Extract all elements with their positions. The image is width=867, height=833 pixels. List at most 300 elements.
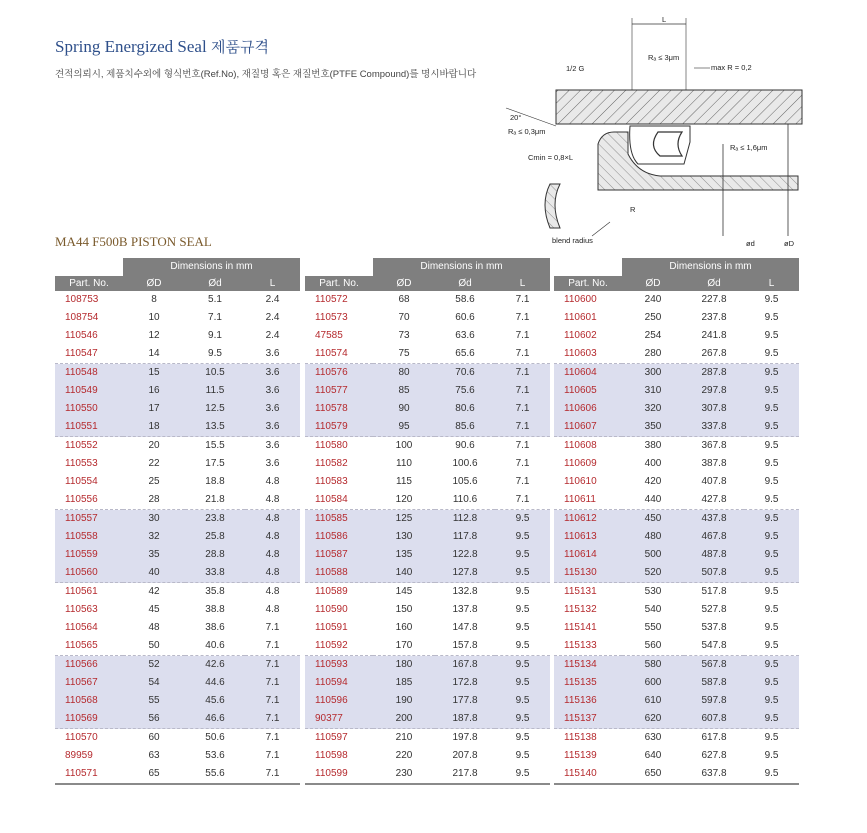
- table-row: [554, 601, 799, 619]
- part-number: 110613: [554, 528, 622, 546]
- length: 7.1: [495, 364, 550, 383]
- part-number: 110609: [564, 458, 597, 469]
- part-number: 110561: [55, 583, 123, 602]
- inner-diameter: 60.6: [455, 312, 475, 323]
- table-row: [554, 382, 799, 400]
- part-number: 115139: [564, 750, 597, 761]
- outer-diameter: 60: [123, 729, 185, 748]
- length: 9.5: [744, 564, 799, 583]
- part-number: 115140: [554, 765, 622, 784]
- diagram-label-ra03: Rₐ ≤ 0,3μm: [508, 127, 546, 136]
- length: 9.5: [764, 294, 779, 305]
- spec-table-panel: [55, 258, 300, 785]
- diagram-label-ra3: Rₐ ≤ 3μm: [648, 53, 680, 62]
- table-row: [554, 327, 799, 345]
- table-row: [305, 400, 550, 418]
- outer-diameter: 90: [373, 400, 435, 418]
- length: 7.1: [515, 458, 530, 469]
- outer-diameter: 200: [373, 710, 435, 729]
- table-row: [305, 601, 550, 619]
- length: 9.5: [495, 729, 550, 748]
- part-number: 110578: [305, 400, 373, 418]
- length: 9.5: [744, 510, 799, 529]
- outer-diameter: 73: [398, 330, 410, 341]
- part-number: 110563: [65, 604, 98, 615]
- inner-diameter: 177.8: [435, 692, 495, 710]
- outer-diameter: 220: [395, 750, 413, 761]
- length: 7.1: [245, 710, 300, 729]
- outer-diameter: 56: [123, 710, 185, 729]
- table-row: [554, 455, 799, 473]
- part-number: 110576: [305, 364, 373, 383]
- diagram-label-maxr: max R = 0,2: [711, 63, 752, 72]
- inner-diameter: 437.8: [684, 510, 744, 529]
- length: 9.5: [764, 640, 779, 651]
- outer-diameter: 254: [644, 330, 662, 341]
- inner-diameter: 90.6: [435, 437, 495, 456]
- outer-diameter: 65: [123, 765, 185, 784]
- part-number: 110568: [55, 692, 123, 710]
- table-row: [55, 601, 300, 619]
- length: 9.5: [744, 656, 799, 675]
- part-number: 110592: [315, 640, 348, 651]
- outer-diameter: 68: [398, 294, 410, 305]
- table-row: [554, 528, 799, 546]
- length-header: L: [245, 276, 300, 291]
- table-row: [55, 437, 300, 456]
- length: 9.5: [495, 692, 550, 710]
- table-row: [55, 765, 300, 784]
- part-number: 110599: [305, 765, 373, 784]
- title-text: Spring Energized Seal: [55, 37, 207, 56]
- table-row: [55, 291, 300, 309]
- table-row: [554, 564, 799, 583]
- part-number: 110586: [305, 528, 373, 546]
- outer-diameter: 310: [622, 382, 684, 400]
- outer-diameter: 28: [148, 494, 160, 505]
- table-row: [305, 418, 550, 437]
- part-number: 110597: [305, 729, 373, 748]
- inner-diameter: 105.6: [452, 476, 478, 487]
- part-number: 108754: [65, 312, 99, 323]
- diagram-label-angle: 20°: [510, 113, 522, 122]
- part-number: 110601: [564, 312, 597, 323]
- outer-diameter: 230: [373, 765, 435, 784]
- diagram-label-L: L: [662, 15, 667, 24]
- table-row: [305, 510, 550, 529]
- length: 4.8: [265, 494, 280, 505]
- outer-diameter: 75: [398, 348, 410, 359]
- part-number: 110564: [65, 622, 98, 633]
- part-number: 110590: [315, 604, 348, 615]
- spec-table-panel: [305, 258, 550, 785]
- table-row: [55, 674, 300, 692]
- table-row: [554, 710, 799, 729]
- part-number: 110603: [564, 348, 597, 359]
- length: 2.4: [265, 330, 280, 341]
- part-number: 110608: [554, 437, 622, 456]
- table-row: [55, 382, 300, 400]
- length: 9.5: [744, 710, 799, 729]
- part-number: 110584: [315, 494, 348, 505]
- table-row: [305, 309, 550, 327]
- outer-diameter: 100: [373, 437, 435, 456]
- table-row: [554, 345, 799, 364]
- outer-diameter: 145: [373, 583, 435, 602]
- outer-diameter: 185: [373, 674, 435, 692]
- outer-diameter: 95: [373, 418, 435, 437]
- inner-diameter: 10.5: [185, 364, 245, 383]
- length: 9.5: [744, 400, 799, 418]
- inner-diameter: 567.8: [684, 656, 744, 675]
- outer-diameter: 22: [148, 458, 160, 469]
- outer-diameter-header: ØD: [622, 276, 684, 291]
- part-number: 110607: [554, 418, 622, 437]
- table-row: [305, 765, 550, 784]
- part-number: 110583: [315, 476, 348, 487]
- piston-rod-cut: [545, 184, 560, 228]
- outer-diameter: 580: [622, 656, 684, 675]
- outer-diameter: 380: [622, 437, 684, 456]
- inner-diameter: 597.8: [684, 692, 744, 710]
- table-row: [554, 364, 799, 383]
- table-row: [55, 747, 300, 765]
- length: 3.6: [245, 382, 300, 400]
- outer-diameter: 54: [123, 674, 185, 692]
- diagram-label-oD: øD: [784, 239, 794, 248]
- table-row: [554, 510, 799, 529]
- inner-diameter: 58.6: [455, 294, 475, 305]
- inner-diameter: 50.6: [185, 729, 245, 748]
- part-number: 115134: [554, 656, 622, 675]
- inner-diameter: 117.8: [435, 528, 495, 546]
- page-title: [55, 36, 269, 57]
- inner-diameter: 75.6: [435, 382, 495, 400]
- spec-table-panel: [554, 258, 799, 785]
- length: 9.5: [764, 458, 779, 469]
- table-row: [55, 491, 300, 510]
- part-number: 110611: [564, 494, 596, 505]
- length: 7.1: [495, 437, 550, 456]
- outer-diameter: 80: [373, 364, 435, 383]
- inner-diameter: 607.8: [684, 710, 744, 729]
- length: 2.4: [265, 312, 280, 323]
- length: 3.6: [265, 458, 280, 469]
- inner-diameter: 23.8: [185, 510, 245, 529]
- length: 9.5: [744, 674, 799, 692]
- inner-diameter: 100.6: [452, 458, 478, 469]
- inner-diameter: 80.6: [435, 400, 495, 418]
- length: 9.5: [515, 622, 530, 633]
- section-title: MA44 F500B PISTON SEAL: [55, 234, 212, 249]
- length: 7.1: [245, 674, 300, 692]
- table-row: [554, 656, 799, 675]
- table-row: [305, 437, 550, 456]
- outer-diameter: 14: [148, 348, 160, 359]
- part-number: 110580: [305, 437, 373, 456]
- part-number: 110572: [315, 294, 348, 305]
- length: 9.5: [764, 312, 779, 323]
- outer-diameter: 300: [622, 364, 684, 383]
- outer-diameter: 135: [373, 546, 435, 564]
- part-number: 110560: [55, 564, 123, 583]
- outer-diameter: 55: [123, 692, 185, 710]
- diagram-label-ra16: Rₐ ≤ 1,6μm: [730, 143, 768, 152]
- inner-diameter: 110.6: [452, 494, 478, 505]
- table-row: [55, 710, 300, 729]
- part-number: 110547: [65, 348, 98, 359]
- table-row: [305, 710, 550, 729]
- table-row: [305, 491, 550, 510]
- outer-diameter: 30: [123, 510, 185, 529]
- part-number: 110587: [305, 546, 373, 564]
- table-row: [305, 583, 550, 602]
- table-row: [55, 656, 300, 675]
- part-number: 110558: [55, 528, 123, 546]
- table-row: [305, 473, 550, 491]
- inner-diameter: 7.1: [208, 312, 222, 323]
- part-number: 89959: [65, 750, 93, 761]
- outer-diameter: 540: [644, 604, 662, 615]
- part-number: 110579: [305, 418, 373, 437]
- part-number: 110569: [55, 710, 123, 729]
- part-no-header: Part. No.: [55, 276, 123, 291]
- length: 7.1: [515, 494, 530, 505]
- length: 7.1: [515, 348, 530, 359]
- inner-diameter: 547.8: [701, 640, 727, 651]
- inner-diameter-header: Ød: [435, 276, 495, 291]
- outer-diameter: 15: [123, 364, 185, 383]
- table-row: [55, 327, 300, 345]
- length: 7.1: [245, 729, 300, 748]
- length: 9.5: [495, 583, 550, 602]
- inner-diameter: 307.8: [684, 400, 744, 418]
- inner-diameter: 9.5: [208, 348, 222, 359]
- inner-diameter: 137.8: [452, 604, 478, 615]
- part-number: 110596: [305, 692, 373, 710]
- part-number: 110612: [554, 510, 622, 529]
- length: 3.6: [245, 437, 300, 456]
- part-number: 110552: [55, 437, 123, 456]
- inner-diameter: 9.1: [208, 330, 222, 341]
- part-number: 110549: [55, 382, 123, 400]
- length: 3.6: [245, 400, 300, 418]
- length: 9.5: [764, 494, 779, 505]
- length: 9.5: [495, 765, 550, 784]
- length: 9.5: [744, 583, 799, 602]
- outer-diameter: 10: [148, 312, 160, 323]
- inner-diameter: 42.6: [185, 656, 245, 675]
- table-row: [55, 619, 300, 637]
- inner-diameter: 487.8: [684, 546, 744, 564]
- length-header: L: [495, 276, 550, 291]
- table-row: [305, 747, 550, 765]
- table-row: [305, 637, 550, 656]
- inner-diameter: 18.8: [205, 476, 225, 487]
- bore-housing: [556, 90, 802, 124]
- outer-diameter: 17: [123, 400, 185, 418]
- diagram-label-blend: blend radius: [552, 236, 593, 245]
- outer-diameter: 640: [644, 750, 662, 761]
- length: 4.8: [245, 583, 300, 602]
- length: 9.5: [495, 528, 550, 546]
- table-row: [305, 564, 550, 583]
- part-number: 110577: [305, 382, 373, 400]
- length: 4.8: [245, 546, 300, 564]
- part-number: 110570: [55, 729, 123, 748]
- length: 2.4: [265, 294, 280, 305]
- length: 7.1: [495, 418, 550, 437]
- length: 9.5: [764, 750, 779, 761]
- outer-diameter: 140: [373, 564, 435, 583]
- part-number: 110605: [554, 382, 622, 400]
- part-number: 110574: [315, 348, 348, 359]
- outer-diameter: 110: [396, 458, 412, 469]
- inner-diameter: 33.8: [185, 564, 245, 583]
- length: 9.5: [764, 604, 779, 615]
- length: 3.6: [245, 418, 300, 437]
- table-row: [55, 309, 300, 327]
- part-number: 110551: [55, 418, 123, 437]
- part-number: 115137: [554, 710, 622, 729]
- part-number: 110585: [305, 510, 373, 529]
- length: 4.8: [245, 510, 300, 529]
- part-number: 110554: [65, 476, 98, 487]
- inner-diameter: 407.8: [701, 476, 727, 487]
- table-row: [305, 528, 550, 546]
- table-row: [554, 546, 799, 564]
- length: 4.8: [265, 604, 280, 615]
- inner-diameter: 217.8: [435, 765, 495, 784]
- length: 9.5: [744, 364, 799, 383]
- outer-diameter: 400: [644, 458, 662, 469]
- diagram-label-half-g: 1/2 G: [566, 64, 585, 73]
- outer-diameter: 48: [148, 622, 160, 633]
- outer-diameter: 115: [396, 476, 412, 487]
- table-row: [55, 583, 300, 602]
- table-row: [55, 345, 300, 364]
- inner-diameter: 55.6: [185, 765, 245, 784]
- part-number: 115138: [554, 729, 622, 748]
- outer-diameter: 8: [151, 294, 157, 305]
- length: 9.5: [744, 692, 799, 710]
- length: 4.8: [245, 528, 300, 546]
- inner-diameter: 187.8: [435, 710, 495, 729]
- outer-diameter: 32: [123, 528, 185, 546]
- inner-diameter: 70.6: [435, 364, 495, 383]
- length: 3.6: [245, 364, 300, 383]
- table-row: [55, 528, 300, 546]
- inner-diameter: 44.6: [185, 674, 245, 692]
- outer-diameter: 350: [622, 418, 684, 437]
- inner-diameter: 587.8: [684, 674, 744, 692]
- part-number: 108753: [65, 294, 99, 305]
- outer-diameter: 320: [622, 400, 684, 418]
- seal-diagram: [498, 14, 810, 250]
- length: 9.5: [515, 604, 530, 615]
- table-row: [554, 437, 799, 456]
- dimensions-header: Dimensions in mm: [123, 258, 300, 276]
- outer-diameter: 45: [148, 604, 160, 615]
- inner-diameter: 207.8: [452, 750, 478, 761]
- outer-diameter: 120: [395, 494, 413, 505]
- part-number: 115135: [554, 674, 622, 692]
- table-row: [554, 309, 799, 327]
- outer-diameter: 420: [644, 476, 662, 487]
- outer-diameter: 520: [622, 564, 684, 583]
- length: 4.8: [265, 476, 280, 487]
- part-number: 110548: [55, 364, 123, 383]
- length: 9.5: [744, 765, 799, 784]
- length: 9.5: [495, 656, 550, 675]
- table-row: [305, 382, 550, 400]
- inner-diameter: 127.8: [435, 564, 495, 583]
- table-row: [554, 619, 799, 637]
- table-row: [554, 291, 799, 309]
- part-number: 115131: [554, 583, 622, 602]
- length: 7.1: [265, 750, 280, 761]
- table-row: [55, 473, 300, 491]
- part-number: 115133: [564, 640, 597, 651]
- outer-diameter: 125: [373, 510, 435, 529]
- part-number: 110610: [564, 476, 597, 487]
- part-no-header: Part. No.: [305, 276, 373, 291]
- inner-diameter: 337.8: [684, 418, 744, 437]
- inner-diameter: 297.8: [684, 382, 744, 400]
- part-no-header: Part. No.: [554, 276, 622, 291]
- part-number: 110602: [564, 330, 597, 341]
- length: 9.5: [495, 710, 550, 729]
- table-row: [55, 400, 300, 418]
- table-row: [554, 729, 799, 748]
- table-row: [55, 418, 300, 437]
- table-row: [554, 473, 799, 491]
- inner-diameter: 167.8: [435, 656, 495, 675]
- part-number: 115141: [564, 622, 597, 633]
- inner-diameter: 287.8: [684, 364, 744, 383]
- outer-diameter: 130: [373, 528, 435, 546]
- table-row: [55, 546, 300, 564]
- table-row: [55, 564, 300, 583]
- inner-diameter: 5.1: [208, 294, 222, 305]
- outer-diameter: 70: [398, 312, 410, 323]
- outer-diameter: 440: [644, 494, 662, 505]
- outer-diameter: 250: [644, 312, 662, 323]
- inner-diameter: 197.8: [435, 729, 495, 748]
- length: 7.1: [515, 476, 530, 487]
- table-row: [55, 510, 300, 529]
- part-number: 110582: [315, 458, 348, 469]
- table-row: [305, 619, 550, 637]
- length: 7.1: [245, 692, 300, 710]
- length: 7.1: [515, 312, 530, 323]
- length: 7.1: [515, 330, 530, 341]
- outer-diameter: 18: [123, 418, 185, 437]
- inner-diameter: 63.6: [455, 330, 475, 341]
- inner-diameter: 172.8: [435, 674, 495, 692]
- table-row: [554, 637, 799, 656]
- inner-diameter: 157.8: [452, 640, 478, 651]
- inner-diameter: 112.8: [435, 510, 495, 529]
- inner-diameter: 147.8: [452, 622, 478, 633]
- spec-table: [55, 258, 300, 785]
- part-number: 110550: [55, 400, 123, 418]
- outer-diameter: 650: [622, 765, 684, 784]
- inner-diameter: 53.6: [205, 750, 225, 761]
- length: 4.8: [245, 564, 300, 583]
- length: 7.1: [265, 622, 280, 633]
- outer-diameter: 530: [622, 583, 684, 602]
